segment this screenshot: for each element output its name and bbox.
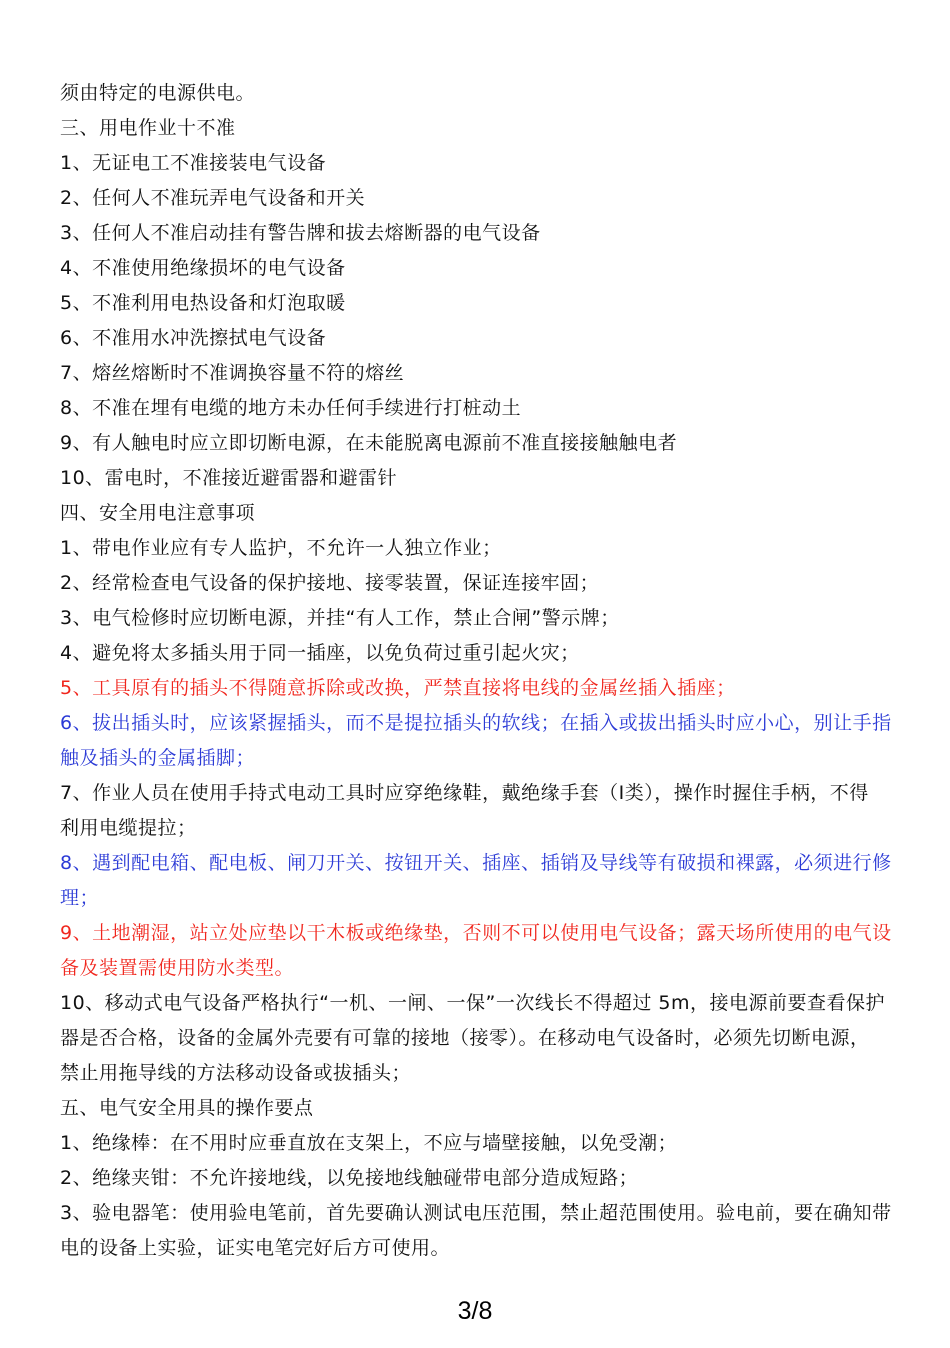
text-line: 6、拔出插头时，应该紧握插头，而不是提拉插头的软线；在插入或拔出插头时应小心，别让手指 <box>60 712 892 734</box>
text-line: 3、验电器笔：使用验电笔前，首先要确认测试电压范围，禁止超范围使用。验电前，要在确知带 <box>60 1202 892 1224</box>
text-line: 4、避免将太多插头用于同一插座，以免负荷过重引起火灾； <box>60 642 580 664</box>
text-line: 禁止用拖导线的方法移动设备或拔插头； <box>60 1062 412 1084</box>
text-line: 1、无证电工不准接装电气设备 <box>60 152 327 174</box>
text-line: 3、电气检修时应切断电源，并挂“有人工作，禁止合闸”警示牌； <box>60 607 620 629</box>
text-line: 10、雷电时，不准接近避雷器和避雷针 <box>60 467 398 489</box>
text-line: 9、土地潮湿，站立处应垫以干木板或绝缘垫，否则不可以使用电气设备；露天场所使用的电气设 <box>60 922 892 944</box>
text-line: 备及装置需使用防水类型。 <box>60 957 295 979</box>
text-line: 2、经常检查电气设备的保护接地、接零装置，保证连接牢固； <box>60 572 600 594</box>
text-line: 电的设备上实验，证实电笔完好后方可使用。 <box>60 1237 451 1259</box>
text-line: 五、电气安全用具的操作要点 <box>60 1097 314 1119</box>
text-line: 10、移动式电气设备严格执行“一机、一闸、一保”一次线长不得超过 5m，接电源前要查看保护 <box>60 992 886 1014</box>
text-line: 4、不准使用绝缘损坏的电气设备 <box>60 257 346 279</box>
text-line: 2、绝缘夹钳：不允许接地线，以免接地线触碰带电部分造成短路； <box>60 1167 639 1189</box>
text-line: 须由特定的电源供电。 <box>60 82 256 104</box>
page-number: 3/8 <box>457 1297 493 1325</box>
text-line: 7、作业人员在使用手持式电动工具时应穿绝缘鞋，戴绝缘手套（Ⅰ类），操作时握住手柄，不得 <box>60 782 869 804</box>
text-line: 三、用电作业十不准 <box>60 117 236 139</box>
text-line: 1、绝缘棒：在不用时应垂直放在支架上，不应与墙壁接触，以免受潮； <box>60 1132 678 1154</box>
text-line: 5、不准利用电热设备和灯泡取暖 <box>60 292 346 314</box>
text-line: 器是否合格，设备的金属外壳要有可靠的接地（接零）。在移动电气设备时，必须先切断电源， <box>60 1027 870 1049</box>
text-line: 7、熔丝熔断时不准调换容量不符的熔丝 <box>60 362 405 384</box>
text-line: 利用电缆提拉； <box>60 817 197 839</box>
text-line: 四、安全用电注意事项 <box>60 502 256 524</box>
text-line: 触及插头的金属插脚； <box>60 747 256 769</box>
text-line: 1、带电作业应有专人监护，不允许一人独立作业； <box>60 537 502 559</box>
text-line: 8、不准在埋有电缆的地方未办任何手续进行打桩动土 <box>60 397 522 419</box>
text-line: 8、遇到配电箱、配电板、闸刀开关、按钮开关、插座、插销及导线等有破损和裸露，必须进行修 <box>60 852 892 874</box>
text-line: 理； <box>60 887 100 909</box>
text-line: 9、有人触电时应立即切断电源，在未能脱离电源前不准直接接触触电者 <box>60 432 678 454</box>
text-line: 2、任何人不准玩弄电气设备和开关 <box>60 187 366 209</box>
text-line: 3、任何人不准启动挂有警告牌和拔去熔断器的电气设备 <box>60 222 541 244</box>
document-body <box>60 76 902 1266</box>
text-line: 6、不准用水冲洗擦拭电气设备 <box>60 327 327 349</box>
text-line: 5、工具原有的插头不得随意拆除或改换，严禁直接将电线的金属丝插入插座； <box>60 677 736 699</box>
